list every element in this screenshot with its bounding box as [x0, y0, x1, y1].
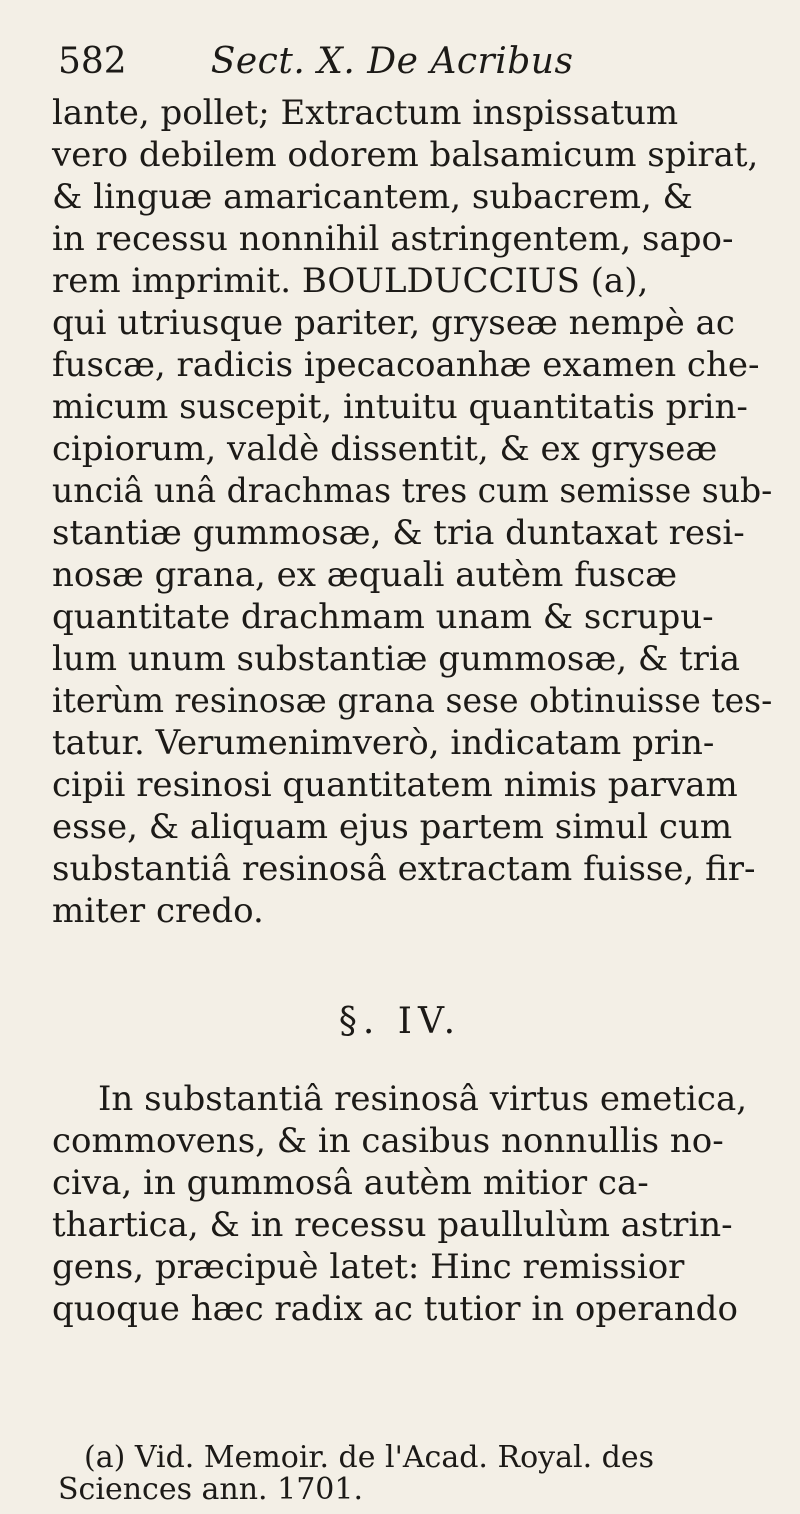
- text-line: rem imprimit. BOULDUCCIUS (a),: [52, 261, 649, 301]
- text-line: cipii resinosi quantitatem nimis parvam: [52, 765, 738, 805]
- text-line: nosæ grana, ex æquali autèm fuscæ: [52, 555, 678, 595]
- text-line: qui utriusque pariter, gryseæ nempè ac: [52, 303, 735, 343]
- text-line: civa, in gummosâ autèm mitior ca-: [52, 1163, 649, 1203]
- text-line: quantitate drachmam unam & scrupu-: [52, 597, 714, 637]
- text-line: tatur. Verumenimverò, indicatam prin-: [52, 723, 715, 763]
- footnote-line: (a) Vid. Memoir. de l'Acad. Royal. des: [84, 1440, 654, 1475]
- text-line: lante, pollet; Extractum inspissatum: [52, 93, 679, 133]
- text-line: micum suscepit, intuitu quantitatis prin-: [52, 387, 748, 427]
- text-line: miter credo.: [52, 891, 264, 931]
- text-line: fuscæ, radicis ipecacoanhæ examen che-: [52, 345, 760, 385]
- paragraph-2: [52, 1078, 772, 1330]
- text-line: esse, & aliquam ejus partem simul cum: [52, 807, 733, 847]
- text-line: & linguæ amaricantem, subacrem, &: [52, 177, 693, 217]
- footnote-line: Sciences ann. 1701.: [58, 1472, 363, 1507]
- running-title: Sect. X. De Acribus: [210, 41, 574, 82]
- text-line: substantiâ resinosâ extractam fuisse, fir-: [52, 849, 756, 889]
- text-line: lum unum substantiæ gummosæ, & tria: [52, 639, 741, 679]
- text-line: iterùm resinosæ grana sese obtinuisse tes-: [52, 681, 773, 721]
- text-line: gens, præcipuè latet: Hinc remissior: [52, 1247, 685, 1287]
- text-line: unciâ unâ drachmas tres cum semisse sub-: [52, 471, 773, 511]
- text-line: cipiorum, valdè dissentit, & ex gryseæ: [52, 429, 718, 469]
- section-heading: §. IV.: [338, 1001, 462, 1042]
- text-line: quoque hæc radix ac tutior in operando: [52, 1289, 738, 1329]
- text-line: thartica, & in recessu paullulùm astrin-: [52, 1205, 733, 1245]
- running-header: [58, 42, 738, 82]
- text-line: In substantiâ resinosâ virtus emetica,: [98, 1079, 748, 1119]
- text-line: stantiæ gummosæ, & tria duntaxat resi-: [52, 513, 745, 553]
- footnote: [58, 1442, 758, 1506]
- text-line: in recessu nonnihil astringentem, sapo-: [52, 219, 734, 259]
- paragraph-1: [52, 92, 772, 932]
- text-line: commovens, & in casibus nonnullis no-: [52, 1121, 724, 1161]
- page-number: 582: [58, 41, 127, 82]
- text-line: vero debilem odorem balsamicum spirat,: [52, 135, 759, 175]
